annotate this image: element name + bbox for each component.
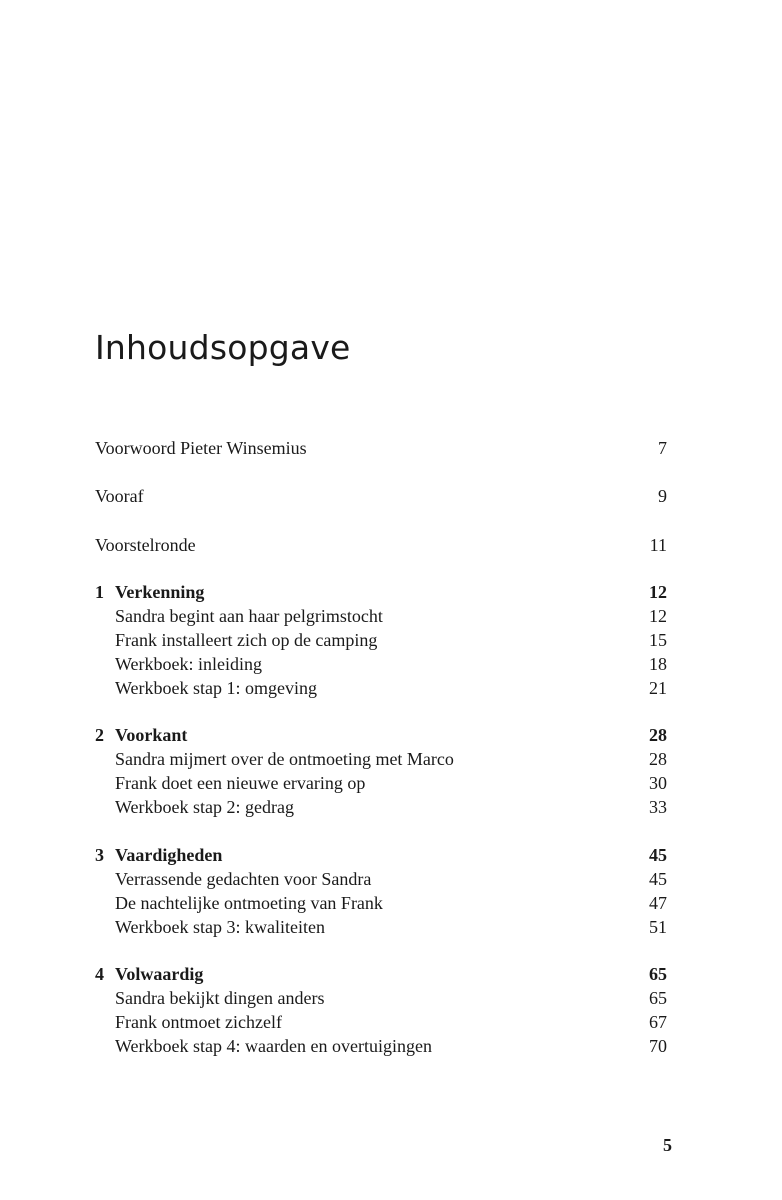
toc-section (95, 747, 667, 771)
section-label: Frank installeert zich op de camping (115, 630, 378, 650)
section-label: Sandra mijmert over de ontmoeting met Marco (115, 749, 454, 769)
chapter-title: Vaardigheden (115, 845, 223, 865)
chapter-page: 28 (649, 725, 667, 745)
chapter-page: 12 (649, 582, 667, 602)
page-title: Inhoudsopgave (95, 328, 351, 367)
section-page: 45 (649, 869, 667, 889)
section-page: 47 (649, 893, 667, 913)
toc-entry (95, 436, 667, 460)
toc-chapter (95, 843, 667, 867)
chapter-page: 65 (649, 964, 667, 984)
section-page: 15 (649, 630, 667, 650)
toc-section (95, 676, 667, 700)
toc-entry-page: 9 (658, 486, 667, 506)
section-page: 51 (649, 917, 667, 937)
section-label: Verrassende gedachten voor Sandra (115, 869, 372, 889)
section-label: Werkboek: inleiding (115, 654, 263, 674)
section-label: Werkboek stap 2: gedrag (115, 797, 294, 817)
section-label: Frank doet een nieuwe ervaring op (115, 773, 366, 793)
section-page: 18 (649, 654, 667, 674)
toc-section (95, 652, 667, 676)
section-page: 65 (649, 988, 667, 1008)
toc-entry-label: Voorstelronde (95, 535, 196, 555)
toc-section (95, 915, 667, 939)
toc-chapter (95, 723, 667, 747)
toc-chapter (95, 962, 667, 986)
chapter-title: Voorkant (115, 725, 188, 745)
toc-section (95, 891, 667, 915)
chapter-number: 4 (95, 964, 104, 984)
toc-section (95, 867, 667, 891)
toc-section (95, 986, 667, 1010)
section-page: 12 (649, 606, 667, 626)
toc-entry-label: Voorwoord Pieter Winsemius (95, 438, 307, 458)
section-label: De nachtelijke ontmoeting van Frank (115, 893, 383, 913)
section-label: Sandra bekijkt dingen anders (115, 988, 325, 1008)
section-page: 70 (649, 1036, 667, 1056)
chapter-title: Verkenning (115, 582, 205, 602)
toc-entry (95, 484, 667, 508)
toc-entry-page: 11 (649, 535, 667, 555)
page-number: 5 (663, 1135, 672, 1155)
toc-entry-label: Vooraf (95, 486, 144, 506)
section-label: Werkboek stap 1: omgeving (115, 678, 318, 698)
chapter-number: 2 (95, 725, 104, 745)
toc-section (95, 628, 667, 652)
section-page: 21 (649, 678, 667, 698)
section-label: Werkboek stap 4: waarden en overtuigingen (115, 1036, 432, 1056)
section-page: 33 (649, 797, 667, 817)
section-label: Werkboek stap 3: kwaliteiten (115, 917, 325, 937)
toc-section (95, 1010, 667, 1034)
toc-section (95, 1034, 667, 1058)
section-page: 28 (649, 749, 667, 769)
toc-section (95, 771, 667, 795)
section-page: 67 (649, 1012, 667, 1032)
toc-entry-page: 7 (658, 438, 667, 458)
chapter-number: 3 (95, 845, 104, 865)
section-label: Sandra begint aan haar pelgrimstocht (115, 606, 383, 626)
toc-chapter (95, 580, 667, 604)
chapter-number: 1 (95, 582, 104, 602)
toc-entry (95, 533, 667, 557)
chapter-page: 45 (649, 845, 667, 865)
chapter-title: Volwaardig (115, 964, 204, 984)
section-label: Frank ontmoet zichzelf (115, 1012, 282, 1032)
toc-section (95, 604, 667, 628)
toc-section (95, 795, 667, 819)
section-page: 30 (649, 773, 667, 793)
